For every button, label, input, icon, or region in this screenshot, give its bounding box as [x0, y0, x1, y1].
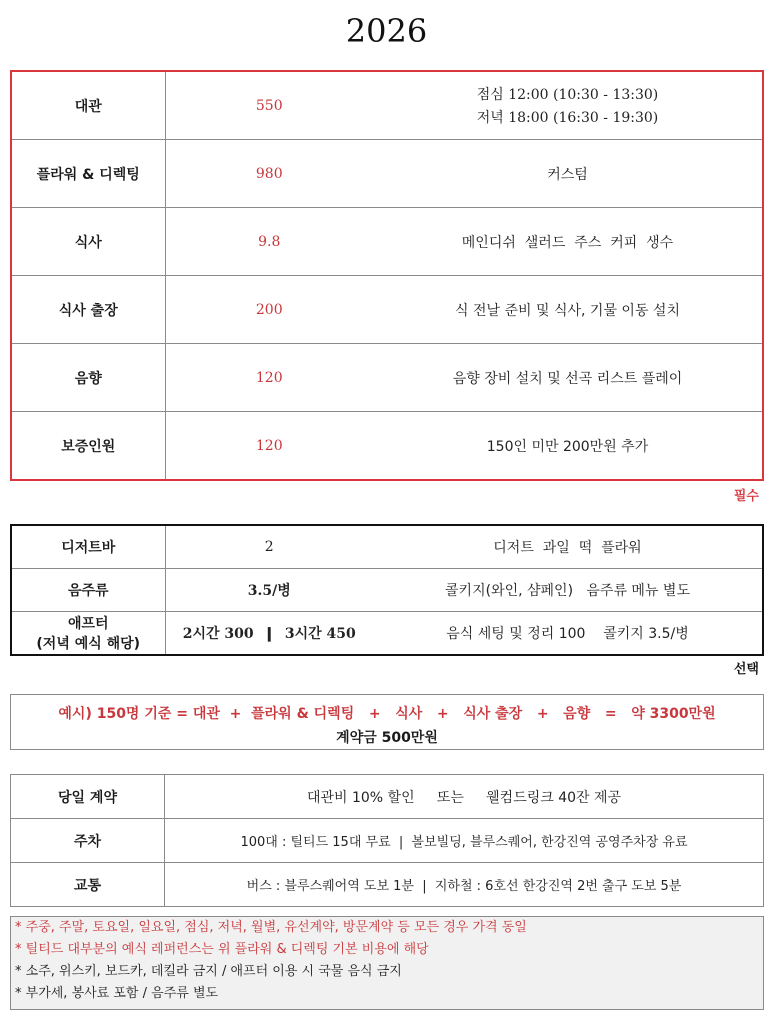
row-label — [11, 612, 165, 656]
row-label-line1: 애프터 — [67, 616, 109, 632]
row-price: 3.5/병 — [165, 569, 373, 612]
row-price: 980 — [165, 140, 373, 208]
row-desc: 버스 : 블루스퀘어역 도보 1분 | 지하철 : 6호선 한강진역 2번 출구 도보 5분 — [165, 863, 764, 907]
table-row — [11, 412, 763, 481]
row-price: 2 — [264, 539, 274, 555]
row-price: 200 — [165, 276, 373, 344]
optional-tag: 선택 — [733, 662, 759, 677]
note-item: * 틸티드 대부분의 예식 레퍼런스는 위 플라워 & 디렉팅 기본 비용에 해당 — [15, 942, 429, 957]
note-item: * 소주, 위스키, 보드카, 데킬라 금지 / 애프터 이용 시 국물 음식 금지 — [15, 964, 402, 979]
table-row — [11, 863, 764, 907]
example-line2: 계약금 500만원 — [336, 730, 438, 746]
table-row — [11, 71, 763, 140]
row-desc: 커스텀 — [373, 140, 763, 208]
note-item: * 주중, 주말, 토요일, 일요일, 점심, 저녁, 월별, 유선계약, 방문계약 등 모든 경우 가격 동일 — [15, 920, 527, 935]
row-label: 당일 계약 — [11, 775, 165, 819]
row-desc: 음향 장비 설치 및 선곡 리스트 플레이 — [373, 344, 763, 412]
example-box — [10, 694, 764, 750]
row-price: 550 — [255, 97, 283, 114]
optional-table — [10, 524, 764, 656]
row-label: 음향 — [11, 344, 165, 412]
row-price: 9.8 — [165, 208, 373, 276]
row-desc: 디저트 과일 떡 플라워 — [493, 540, 642, 556]
required-tag: 필수 — [733, 489, 759, 504]
row-label: 주차 — [11, 819, 165, 863]
row-label-line2: (저녁 예식 해당) — [36, 636, 141, 652]
table-row — [11, 344, 763, 412]
notes-box — [10, 916, 764, 1010]
row-label: 디저트바 — [11, 525, 165, 569]
required-table — [10, 70, 764, 481]
row-desc: 식 전날 준비 및 식사, 기물 이동 설치 — [373, 276, 763, 344]
example-line1: 예시) 150명 기준 = 대관 + 플라워 & 디렉팅 + 식사 + 식사 출장 + 음향 = 약 3300만원 — [58, 706, 716, 722]
page-title: 2026 — [345, 12, 428, 50]
row-price: 120 — [165, 344, 373, 412]
row-desc: 음식 세팅 및 정리 100 콜키지 3.5/병 — [373, 612, 763, 656]
row-desc: 150인 미만 200만원 추가 — [373, 412, 763, 481]
row-price: 120 — [165, 412, 373, 481]
row-label: 보증인원 — [11, 412, 165, 481]
row-desc: 콜키지(와인, 샴페인) 음주류 메뉴 별도 — [373, 569, 763, 612]
row-desc: 메인디쉬 샐러드 주스 커피 생수 — [373, 208, 763, 276]
table-row — [11, 819, 764, 863]
table-row — [11, 208, 763, 276]
row-label: 대관 — [11, 71, 165, 140]
table-row — [11, 569, 763, 612]
row-label: 교통 — [11, 863, 165, 907]
table-row — [11, 276, 763, 344]
note-item: * 부가세, 봉사료 포함 / 음주류 별도 — [15, 986, 219, 1001]
row-desc — [373, 71, 763, 140]
table-row — [11, 525, 763, 569]
row-label: 식사 — [11, 208, 165, 276]
row-price: 2시간 300 ❙ 3시간 450 — [165, 612, 373, 656]
table-row — [11, 612, 763, 656]
table-row — [11, 775, 764, 819]
row-desc: 대관비 10% 할인 또는 웰컴드링크 40잔 제공 — [306, 789, 622, 806]
row-label: 식사 출장 — [11, 276, 165, 344]
row-label: 플라워 & 디렉팅 — [11, 140, 165, 208]
table-row — [11, 140, 763, 208]
info-table — [10, 774, 764, 907]
row-desc: 100대 : 틸티드 15대 무료 | 볼보빌딩, 블루스퀘어, 한강진역 공영주차장 유료 — [165, 819, 764, 863]
row-desc-line1: 점심 12:00 (10:30 - 13:30) — [476, 87, 659, 103]
row-desc-line2: 저녁 18:00 (16:30 - 19:30) — [476, 110, 659, 126]
row-label: 음주류 — [11, 569, 165, 612]
